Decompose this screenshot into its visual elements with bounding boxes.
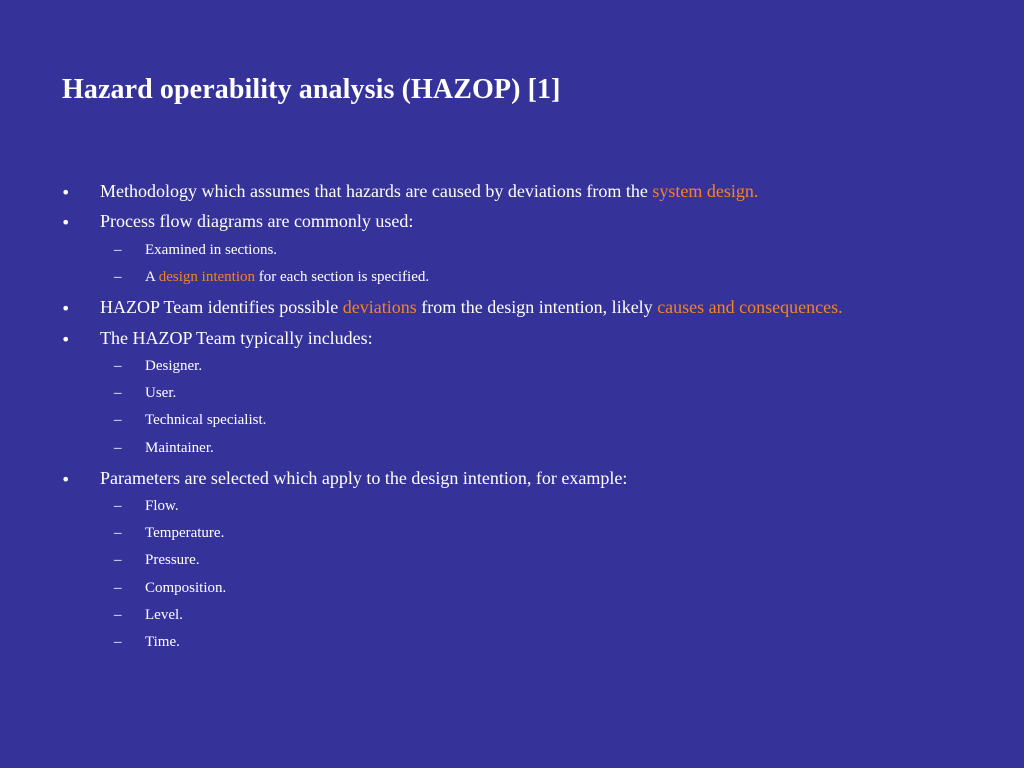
- dash-marker: –: [114, 498, 122, 514]
- dash-marker: –: [114, 552, 122, 568]
- item-text: Temperature.: [145, 525, 225, 541]
- bullet-marker: •: [61, 470, 71, 489]
- sub-bullet-item: [145, 358, 202, 375]
- item-text: Methodology which assumes that hazards are caused by deviations from the: [100, 181, 653, 201]
- dash-marker: –: [114, 242, 122, 258]
- dash-marker: –: [114, 607, 122, 623]
- sub-bullet-item: [145, 525, 224, 542]
- dash-marker: –: [114, 580, 122, 596]
- sub-bullet-item: [145, 634, 180, 651]
- sub-bullet-item: [145, 242, 277, 259]
- sub-bullet-item: [145, 607, 183, 624]
- sub-bullet-item: [145, 498, 179, 515]
- dash-marker: –: [114, 269, 122, 285]
- item-text: Composition.: [145, 580, 227, 596]
- item-text: Pressure.: [145, 552, 200, 568]
- item-text: for each section is specified.: [255, 269, 430, 285]
- item-text: Parameters are selected which apply to the design intention, for example:: [100, 468, 628, 488]
- item-text: User.: [145, 385, 177, 401]
- item-text: Level.: [145, 607, 183, 623]
- sub-bullet-item: [145, 412, 266, 429]
- dash-marker: –: [114, 634, 122, 650]
- sub-bullet-item: [145, 580, 226, 597]
- bullet-marker: •: [61, 183, 71, 202]
- item-text: A: [145, 269, 159, 285]
- dash-marker: –: [114, 358, 122, 374]
- highlighted-text: design intention: [158, 269, 256, 285]
- sub-bullet-item: [145, 385, 176, 402]
- item-text: Designer.: [145, 358, 203, 374]
- sub-bullet-item: [145, 552, 200, 569]
- item-text: HAZOP Team identifies possible: [100, 297, 343, 317]
- item-text: Maintainer.: [145, 440, 214, 456]
- bullet-marker: •: [61, 299, 71, 318]
- item-text: Process flow diagrams are commonly used:: [100, 211, 414, 231]
- highlighted-text: deviations: [342, 297, 417, 317]
- item-text: Examined in sections.: [145, 242, 278, 258]
- bullet-item: [100, 328, 373, 349]
- highlighted-text: system design.: [652, 181, 759, 201]
- dash-marker: –: [114, 440, 122, 456]
- dash-marker: –: [114, 412, 122, 428]
- item-text: Technical specialist.: [145, 412, 267, 428]
- item-text: Flow.: [145, 498, 179, 514]
- dash-marker: –: [114, 385, 122, 401]
- dash-marker: –: [114, 525, 122, 541]
- sub-bullet-item: [145, 269, 429, 286]
- bullet-marker: •: [61, 213, 71, 232]
- bullet-item: [100, 297, 843, 318]
- bullet-item: [100, 181, 758, 202]
- sub-bullet-item: [145, 440, 214, 457]
- item-text: The HAZOP Team typically includes:: [100, 328, 373, 348]
- highlighted-text: causes and consequences.: [657, 297, 843, 317]
- bullet-marker: •: [61, 330, 71, 349]
- item-text: Time.: [145, 634, 180, 650]
- item-text: from the design intention, likely: [416, 297, 658, 317]
- bullet-item: [100, 211, 413, 232]
- bullet-item: [100, 468, 627, 489]
- slide-title: Hazard operability analysis (HAZOP) [1]: [62, 74, 561, 105]
